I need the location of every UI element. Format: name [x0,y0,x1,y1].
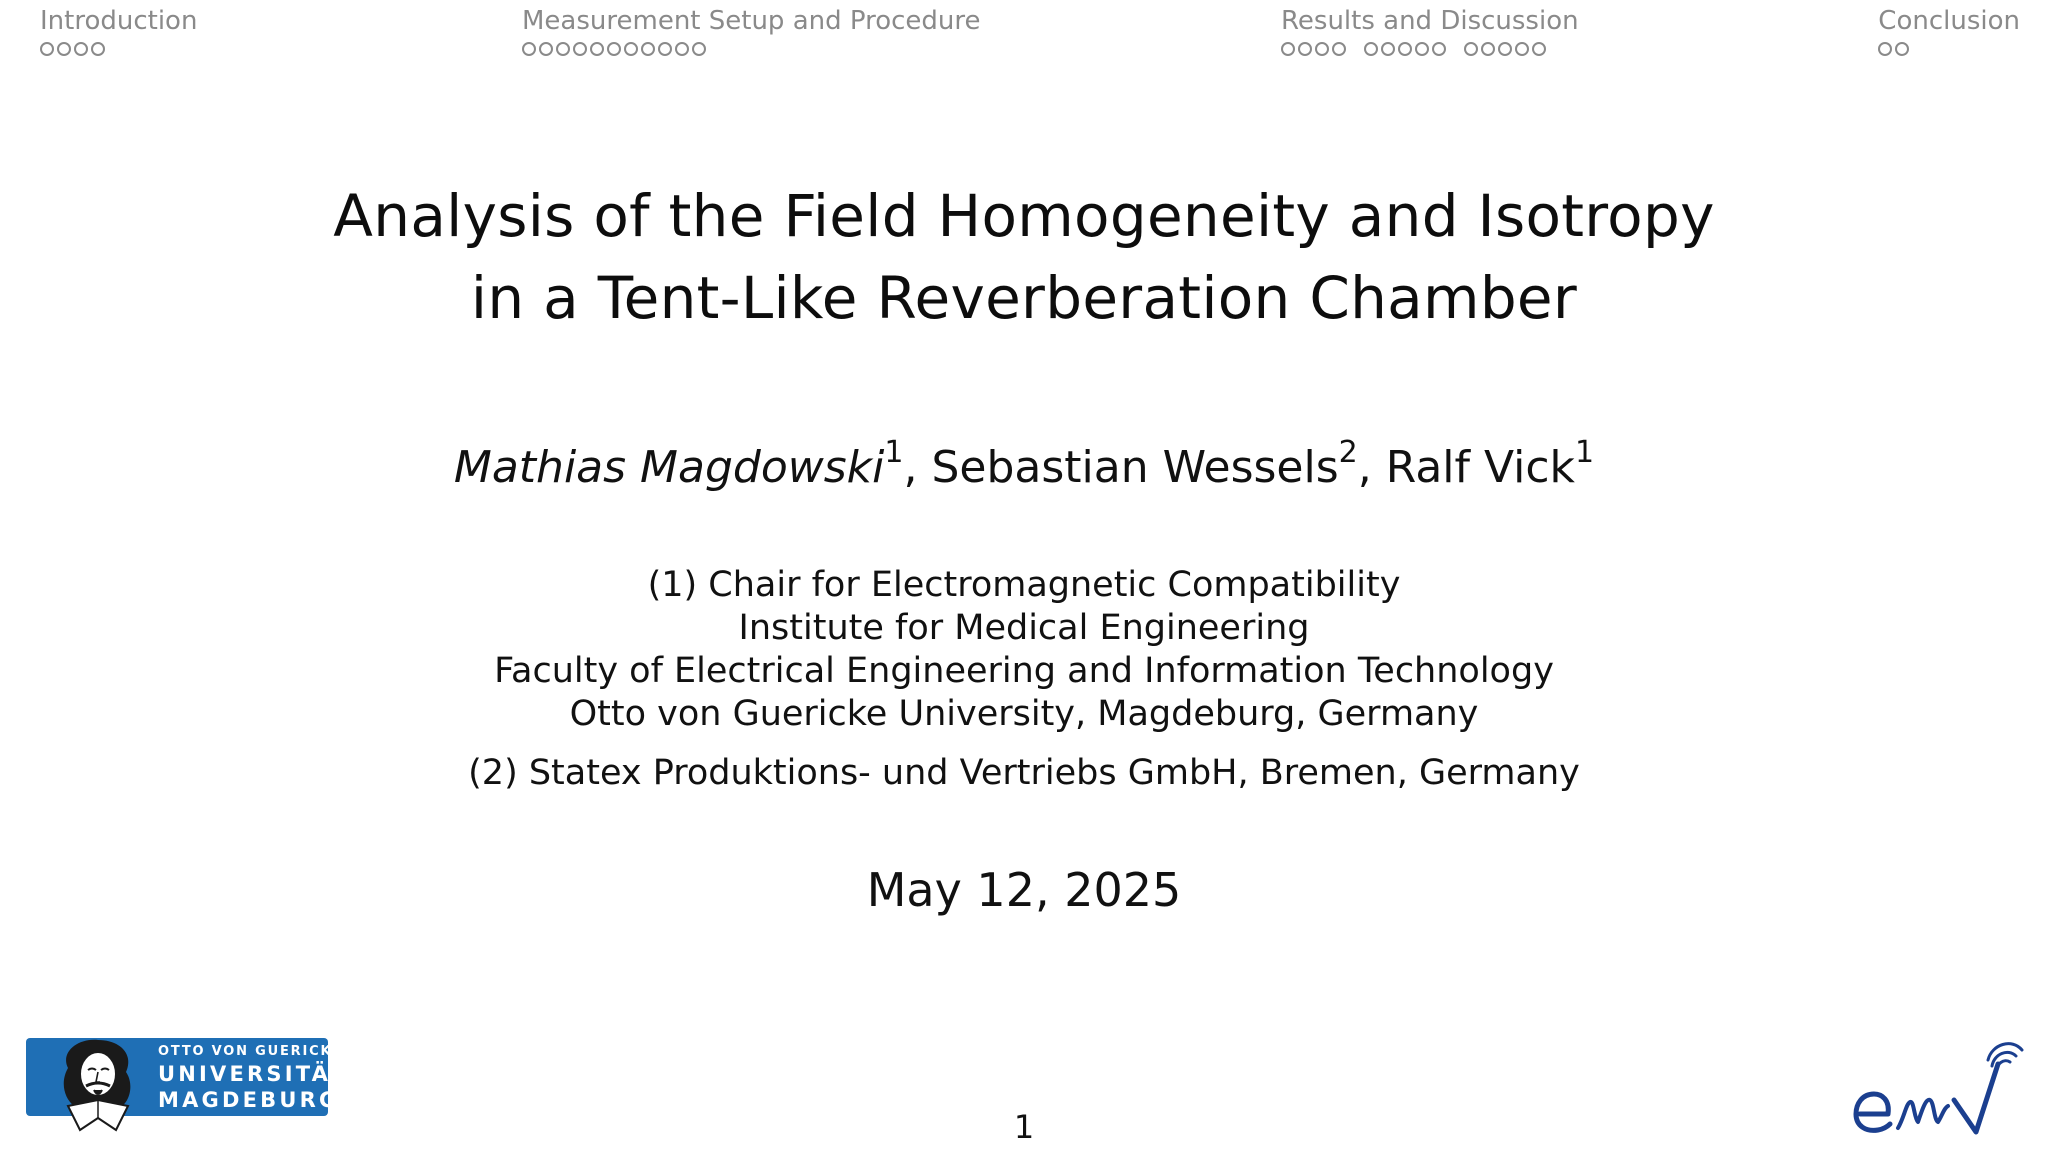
nav-dot-group [1464,42,1549,56]
university-name-line-3: MAGDEBURG [158,1088,340,1112]
affiliation-1-line: Institute for Medical Engineering [738,608,1310,648]
nav-frame-dot[interactable] [1464,42,1478,56]
author-presenter: Mathias Magdowski [453,442,885,493]
affiliation-1-line: Faculty of Electrical Engineering and Information Technology [494,651,1554,691]
nav-section-conclusion[interactable] [1878,6,2020,57]
nav-dots-measurement-setup [522,41,981,57]
slide-title-line-2: in a Tent-Like Reverberation Chamber [470,264,1578,332]
nav-frame-dot[interactable] [1878,42,1892,56]
nav-frame-dot[interactable] [1298,42,1312,56]
nav-frame-dot[interactable] [590,42,604,56]
nav-label-conclusion[interactable]: Conclusion [1878,6,2020,36]
nav-frame-dot[interactable] [624,42,638,56]
affiliation-2: (2) Statex Produktions- und Vertriebs GmbH, Bremen, Germany [468,753,1580,793]
nav-frame-dot[interactable] [1415,42,1429,56]
author-list: Mathias Magdowski$^1$, Sebastian Wessels$^2$, Ralf Vick$^1$ [453,435,1595,493]
author-2-affiliation: 2 [1338,435,1358,471]
nav-dot-group [522,42,709,56]
nav-frame-dot[interactable] [1398,42,1412,56]
affiliation-1-line: Otto von Guericke University, Magdeburg, Germany [569,694,1479,734]
nav-frame-dot[interactable] [522,42,536,56]
nav-frame-dot[interactable] [1315,42,1329,56]
nav-frame-dot[interactable] [1532,42,1546,56]
nav-frame-dot[interactable] [675,42,689,56]
nav-frame-dot[interactable] [539,42,553,56]
nav-label-results[interactable]: Results and Discussion [1281,6,1579,36]
nav-section-measurement-setup[interactable] [522,6,981,57]
nav-frame-dot[interactable] [1515,42,1529,56]
nav-dot-group [1281,42,1349,56]
nav-frame-dot[interactable] [692,42,706,56]
slide-title-line-1: Analysis of the Field Homogeneity and Isotropy [333,182,1715,250]
university-name-line-1: OTTO VON GUERICKE [158,1044,344,1059]
affiliation-1 [0,564,2048,736]
nav-frame-dot[interactable] [556,42,570,56]
nav-dots-introduction [40,41,197,57]
nav-frame-dot[interactable] [1364,42,1378,56]
nav-dot-group [1364,42,1449,56]
nav-frame-dot[interactable] [607,42,621,56]
author-presenter-affiliation: 1 [884,435,904,471]
nav-dot-group [40,42,108,56]
affiliation-1-line: (1) Chair for Electromagnetic Compatibility [647,565,1401,605]
nav-frame-dot[interactable] [1481,42,1495,56]
university-name-line-2: UNIVERSITÄT [158,1062,347,1086]
nav-dot-group [1878,42,1912,56]
nav-frame-dot[interactable] [57,42,71,56]
slide-title [0,175,2048,339]
nav-frame-dot[interactable] [91,42,105,56]
nav-frame-dot[interactable] [1281,42,1295,56]
nav-section-results[interactable] [1281,6,1579,57]
university-name [158,1044,347,1112]
presentation-date: May 12, 2025 [866,863,1182,917]
nav-frame-dot[interactable] [1895,42,1909,56]
nav-frame-dot[interactable] [74,42,88,56]
nav-frame-dot[interactable] [1432,42,1446,56]
nav-frame-dot[interactable] [40,42,54,56]
nav-frame-dot[interactable] [1498,42,1512,56]
author-2: Sebastian Wessels [931,442,1339,493]
author-3: Ralf Vick [1385,442,1576,493]
nav-dots-conclusion [1878,41,2020,57]
nav-frame-dot[interactable] [1332,42,1346,56]
nav-frame-dot[interactable] [1381,42,1395,56]
nav-frame-dot[interactable] [658,42,672,56]
nav-label-introduction[interactable]: Introduction [40,6,198,36]
author-3-affiliation: 1 [1575,435,1595,471]
emv-logo [1848,1038,2026,1138]
nav-frame-dot[interactable] [573,42,587,56]
nav-label-measurement-setup[interactable]: Measurement Setup and Procedure [522,6,981,36]
university-logo [26,1038,347,1116]
nav-dots-results [1281,41,1579,57]
page-number: 1 [1013,1108,1035,1146]
nav-section-introduction[interactable] [40,6,197,57]
nav-frame-dot[interactable] [641,42,655,56]
